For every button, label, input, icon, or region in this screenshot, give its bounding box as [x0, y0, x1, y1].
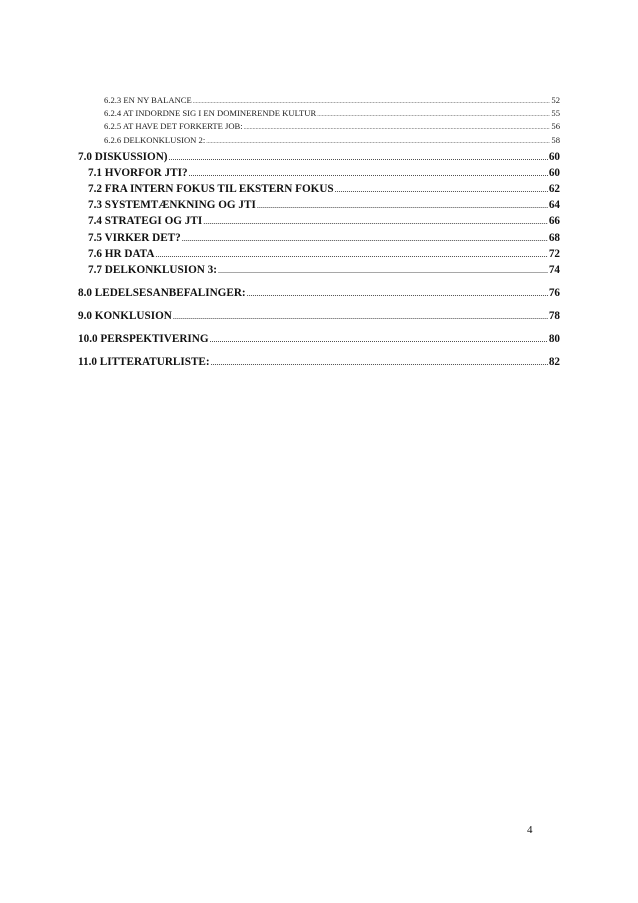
toc-entry-7-6[interactable] — [78, 246, 560, 262]
dot-leader — [189, 166, 548, 182]
toc-entry-title: 7.0 DISKUSSION) — [78, 150, 168, 163]
dot-leader — [210, 332, 548, 348]
toc-entry-title: 7.4 STRATEGI OG JTI — [88, 215, 203, 228]
toc-entry-11-0[interactable] — [78, 354, 560, 370]
page-number: 4 — [527, 824, 533, 836]
toc-entry-6-2-6[interactable] — [78, 134, 560, 147]
toc-entry-7-4[interactable] — [78, 213, 560, 229]
toc-entry-9-0[interactable] — [78, 308, 560, 324]
toc-entry-title: 7.2 FRA INTERN FOKUS TIL EKSTERN FOKUS — [88, 182, 334, 195]
toc-entry-7-2[interactable] — [78, 181, 560, 197]
toc-entry-7-3[interactable] — [78, 197, 560, 213]
toc-entry-page: 56 — [551, 121, 560, 132]
toc-entry-10-0[interactable] — [78, 331, 560, 347]
dot-leader — [173, 309, 548, 325]
toc-entry-7-7[interactable] — [78, 262, 560, 278]
dot-leader — [169, 150, 548, 166]
toc-entry-title: 8.0 LEDELSESANBEFALINGER: — [78, 287, 246, 300]
toc-entry-page: 72 — [548, 247, 560, 260]
toc-entry-title: 11.0 LITTERATURLISTE: — [78, 356, 210, 369]
toc-entry-page: 62 — [548, 182, 560, 195]
dot-leader — [257, 198, 548, 214]
dot-leader — [244, 122, 551, 135]
dot-leader — [335, 182, 548, 198]
dot-leader — [182, 231, 548, 247]
toc-entry-page: 68 — [548, 231, 560, 244]
toc-entry-page: 76 — [548, 287, 560, 300]
toc-entry-page: 78 — [548, 310, 560, 323]
toc-entry-page: 64 — [548, 199, 560, 212]
toc-entry-title: 7.7 DELKONKLUSION 3: — [88, 263, 217, 276]
dot-leader — [317, 109, 550, 122]
toc-entry-page: 60 — [548, 150, 560, 163]
toc-entry-title: 7.6 HR DATA — [88, 247, 155, 260]
toc-entry-page: 82 — [548, 356, 560, 369]
dot-leader — [203, 214, 548, 230]
dot-leader — [206, 136, 550, 149]
table-of-contents — [78, 94, 560, 370]
toc-entry-title: 7.1 HVORFOR JTI? — [88, 166, 188, 179]
toc-entry-7-5[interactable] — [78, 230, 560, 246]
toc-entry-8-0[interactable] — [78, 285, 560, 301]
toc-entry-title: 10.0 PERSPEKTIVERING — [78, 333, 209, 346]
dot-leader — [155, 247, 547, 263]
toc-entry-page: 80 — [548, 333, 560, 346]
toc-entry-page: 55 — [551, 108, 560, 119]
toc-entry-6-2-3[interactable] — [78, 94, 560, 107]
toc-entry-page: 60 — [548, 166, 560, 179]
toc-entry-6-2-5[interactable] — [78, 120, 560, 133]
toc-entry-7-1[interactable] — [78, 165, 560, 181]
toc-entry-page: 66 — [548, 215, 560, 228]
toc-entry-title: 9.0 KONKLUSION — [78, 310, 172, 323]
toc-entry-title: 6.2.4 AT INDORDNE SIG I EN DOMINERENDE KULTUR — [104, 108, 317, 119]
toc-entry-6-2-4[interactable] — [78, 107, 560, 120]
toc-entry-page: 74 — [548, 263, 560, 276]
toc-entry-7-0[interactable] — [78, 149, 560, 165]
dot-leader — [247, 286, 548, 302]
toc-entry-page: 52 — [551, 95, 560, 105]
toc-entry-title: 6.2.3 EN NY BALANCE — [104, 95, 192, 105]
toc-entry-title: 7.3 SYSTEMTÆNKNING OG JTI — [88, 199, 256, 212]
toc-entry-title: 7.5 VIRKER DET? — [88, 231, 181, 244]
toc-entry-page: 58 — [551, 134, 560, 145]
dot-leader — [218, 263, 548, 279]
toc-entry-title: 6.2.5 AT HAVE DET FORKERTE JOB: — [104, 121, 243, 132]
toc-entry-title: 6.2.6 DELKONKLUSION 2: — [104, 134, 206, 145]
dot-leader — [211, 355, 548, 371]
